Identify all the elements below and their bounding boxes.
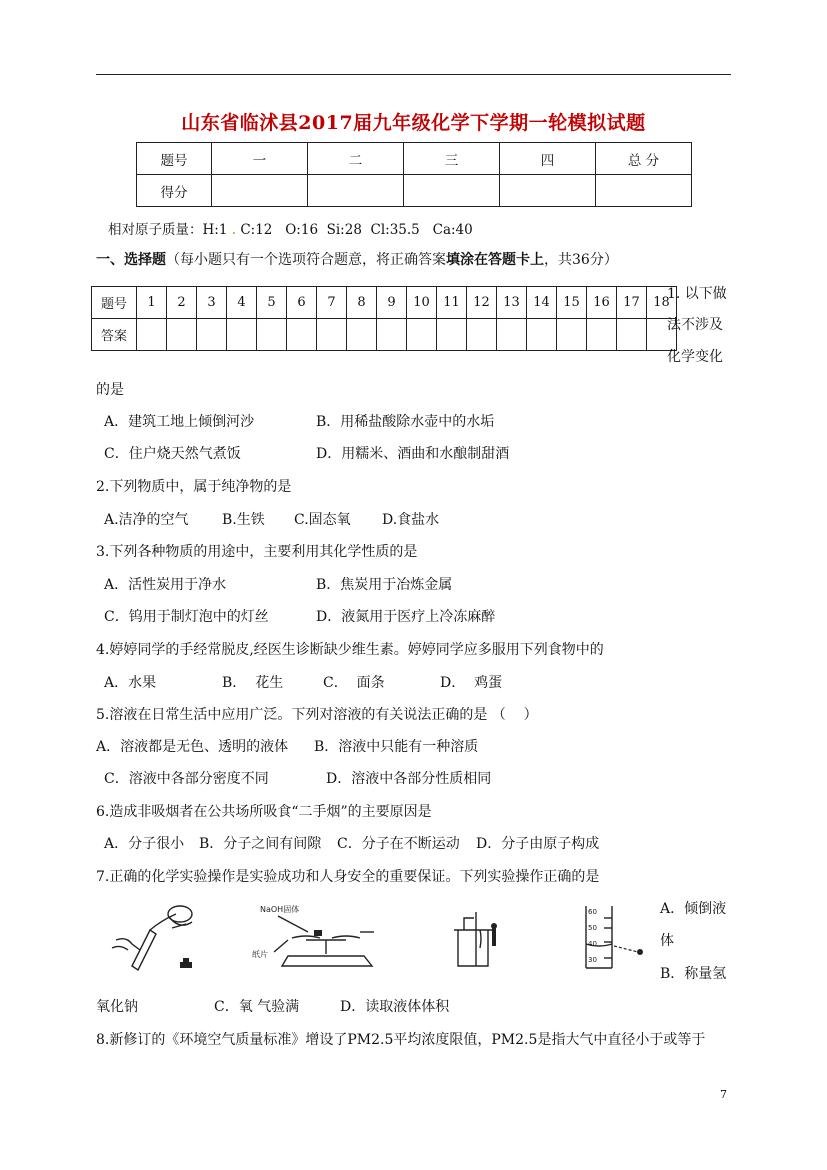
answer-number-10: 10 (407, 287, 437, 319)
answer-cell-6[interactable] (287, 319, 317, 351)
answer-cell-11[interactable] (437, 319, 467, 351)
answer-cell-1[interactable] (137, 319, 167, 351)
q2-option-d: D.食盐水 (382, 512, 440, 528)
answer-cell-2[interactable] (167, 319, 197, 351)
table-cell: 总 分 (596, 143, 692, 175)
q5-stem: 5.溶液在日常生活中应用广泛。下列对溶液的有关说法正确的是 （ ） (96, 707, 538, 723)
q6-option-c: C．分子在不断运动 (337, 836, 460, 852)
q5-option-d: D．溶液中各部分性质相同 (326, 771, 492, 787)
q3-option-a: A．活性炭用于净水 (104, 577, 227, 593)
table-cell: 一 (212, 143, 308, 175)
cylinder-mark-60: 60 (588, 908, 597, 916)
q2-stem: 2.下列物质中，属于纯净物的是 (96, 479, 292, 495)
answer-cell-8[interactable] (347, 319, 377, 351)
q7-side-line-1: A．倾倒液 (660, 901, 727, 917)
answer-number-8: 8 (347, 287, 377, 319)
q4-option-a: A．水果 (104, 675, 157, 691)
answer-cell-13[interactable] (497, 319, 527, 351)
atomic-mass-dot: . (231, 222, 237, 238)
table-cell: 题号 (92, 287, 137, 319)
score-cell[interactable] (500, 175, 596, 207)
figure-measuring-cylinder (572, 902, 652, 972)
q1-option-a: A．建筑工地上倾倒河沙 (104, 414, 255, 430)
q6-option-d: D．分子由原子构成 (476, 836, 600, 852)
score-cell[interactable] (212, 175, 308, 207)
q3-stem: 3.下列各种物质的用途中，主要利用其化学性质的是 (96, 544, 418, 560)
q7-side-line-2: 体 (660, 933, 674, 949)
section1-note-a: （每小题只有一个选项符合题意，将正确答案 (166, 252, 446, 268)
answer-cell-14[interactable] (527, 319, 557, 351)
page-title: 山东省临沭县2017届九年级化学下学期一轮模拟试题 (181, 112, 646, 134)
atomic-mass-rest: C:12 O:16 Si:28 Cl:35.5 Ca:40 (240, 222, 473, 238)
table-cell: 答案 (92, 319, 137, 351)
answer-number-18: 18 (647, 287, 677, 319)
answer-number-17: 17 (617, 287, 647, 319)
q3-option-b: B．焦炭用于冶炼金属 (316, 577, 453, 593)
table-cell: 得分 (137, 175, 212, 207)
score-cell[interactable] (308, 175, 404, 207)
q4-option-c: C． 面条 (323, 675, 385, 691)
answer-number-3: 3 (197, 287, 227, 319)
q7-bottom-d: D．读取液体体积 (340, 999, 450, 1015)
q2-option-b: B.生铁 (222, 512, 265, 528)
answer-cell-10[interactable] (407, 319, 437, 351)
q3-option-d: D．液氮用于医疗上冷冻麻醉 (316, 609, 496, 625)
q5-option-a: A．溶液都是无色、透明的液体 (96, 739, 289, 755)
table-cell: 三 (404, 143, 500, 175)
paper-label: 纸片 (252, 950, 268, 959)
q5-option-c: C．溶液中各部分密度不同 (104, 771, 269, 787)
q1-stem-line-3: 化学变化 (667, 349, 723, 365)
q1-option-c: C．住户烧天然气煮饭 (104, 446, 241, 462)
answer-number-13: 13 (497, 287, 527, 319)
figure-balance (248, 902, 382, 974)
q4-option-d: D． 鸡蛋 (440, 675, 503, 691)
answer-number-12: 12 (467, 287, 497, 319)
table-cell: 二 (308, 143, 404, 175)
answer-cell-7[interactable] (317, 319, 347, 351)
answer-table (91, 286, 677, 351)
section1-note-bold: 填涂在答题卡上 (446, 252, 544, 268)
q6-stem: 6.造成非吸烟者在公共场所吸食“二手烟”的主要原因是 (96, 804, 432, 820)
q1-option-d: D．用糯米、酒曲和水酿制甜酒 (316, 446, 510, 462)
figure-pouring-liquid (110, 900, 206, 980)
answer-cell-12[interactable] (467, 319, 497, 351)
answer-cell-3[interactable] (197, 319, 227, 351)
answer-number-15: 15 (557, 287, 587, 319)
answer-number-1: 1 (137, 287, 167, 319)
cylinder-mark-30: 30 (588, 956, 597, 964)
answer-number-7: 7 (317, 287, 347, 319)
q7-bottom-a: 氧化钠 (96, 999, 138, 1015)
q5-option-b: B．溶液中只能有一种溶质 (314, 739, 479, 755)
atomic-mass-prefix: 相对原子质量：H:1 (108, 222, 228, 238)
q4-option-b: B． 花生 (222, 675, 284, 691)
answer-cell-16[interactable] (587, 319, 617, 351)
q7-stem: 7.正确的化学实验操作是实验成功和人身安全的重要保证。下列实验操作正确的是 (96, 869, 600, 885)
table-cell: 题号 (137, 143, 212, 175)
q7-bottom-c: C．氧 气验满 (214, 999, 300, 1015)
section1-heading (96, 249, 618, 269)
atomic-mass-line (108, 218, 473, 238)
naoh-label: NaOH固体 (260, 905, 300, 914)
cylinder-mark-40: 40 (588, 940, 597, 948)
q3-option-c: C．钨用于制灯泡中的灯丝 (104, 609, 269, 625)
q1-stem-line-2: 法不涉及 (667, 317, 723, 333)
answer-cell-15[interactable] (557, 319, 587, 351)
section1-label: 一、选择题 (96, 252, 166, 268)
answer-cell-4[interactable] (227, 319, 257, 351)
q2-option-c: C.固态氧 (294, 512, 351, 528)
answer-cell-9[interactable] (377, 319, 407, 351)
q8-stem: 8.新修订的《环境空气质量标准》增设了PM2.5平均浓度限值，PM2.5是指大气中直径小于或等于 (96, 1032, 706, 1048)
table-cell: 四 (500, 143, 596, 175)
answer-number-6: 6 (287, 287, 317, 319)
figure-oxygen-test (448, 908, 508, 972)
q1-option-b: B．用稀盐酸除水壶中的水垢 (316, 414, 495, 430)
header-rule (96, 74, 731, 75)
answer-number-2: 2 (167, 287, 197, 319)
answer-number-5: 5 (257, 287, 287, 319)
answer-number-11: 11 (437, 287, 467, 319)
q6-option-b: B．分子之间有间隙 (199, 836, 322, 852)
table-row (137, 175, 692, 207)
q4-stem: 4.婷婷同学的手经常脱皮,经医生诊断缺少维生素。婷婷同学应多服用下列食物中的 (96, 642, 604, 658)
q6-option-a: A．分子很小 (104, 836, 185, 852)
answer-cell-5[interactable] (257, 319, 287, 351)
cylinder-mark-50: 50 (588, 924, 597, 932)
answer-number-14: 14 (527, 287, 557, 319)
q2-option-a: A.洁净的空气 (104, 512, 189, 528)
score-table (136, 142, 692, 207)
answer-number-16: 16 (587, 287, 617, 319)
q7-side-line-3: B．称量氢 (660, 966, 727, 982)
q1-stem-line-1: 1. 以下做 (667, 286, 727, 302)
table-row (137, 143, 692, 175)
answer-number-4: 4 (227, 287, 257, 319)
score-cell[interactable] (596, 175, 692, 207)
score-cell[interactable] (404, 175, 500, 207)
table-row (92, 287, 677, 319)
answer-number-9: 9 (377, 287, 407, 319)
answer-cell-17[interactable] (617, 319, 647, 351)
section1-note-b: ，共36分） (544, 252, 618, 268)
q1-stem-end: 的是 (96, 382, 124, 398)
page-number: 7 (720, 1088, 727, 1101)
table-row (92, 319, 677, 351)
